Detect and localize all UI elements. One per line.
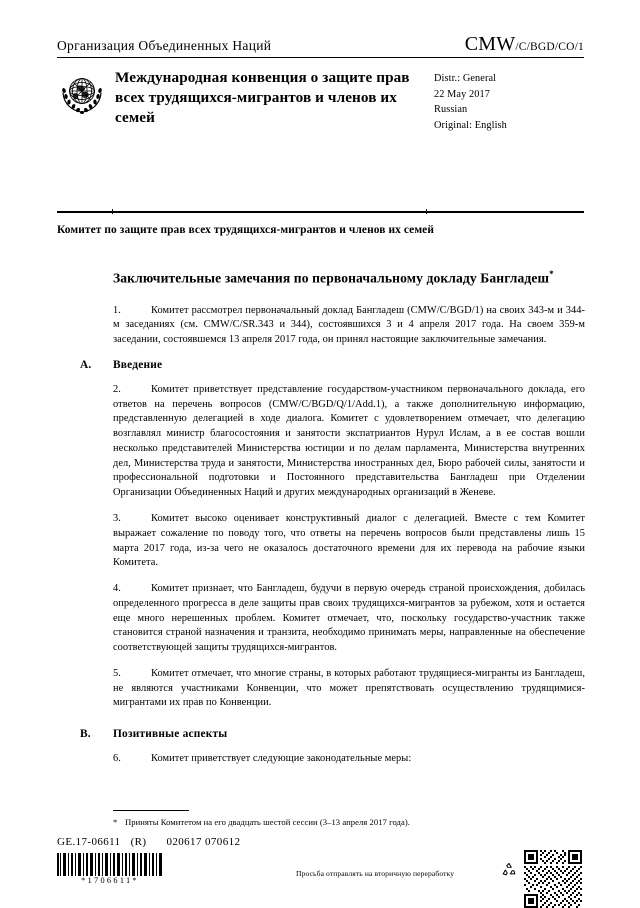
document-symbol-suffix: /C/BGD/CO/1 (515, 41, 584, 53)
language-code: (R) (130, 836, 147, 848)
convention-title: Международная конвенция о защите прав всех трудящихся-мигрантов и членов их семей (115, 69, 410, 127)
divider-tick-left (112, 209, 113, 214)
paragraph-3 (113, 512, 585, 571)
barcode-icon (57, 853, 163, 876)
distr-language: Russian (434, 104, 468, 116)
paragraph-4-text: Комитет признает, что Бангладеш, будучи в первую очередь страной происхождения, добилась определенного прогресса в деле защиты прав своих трудящихся-мигрантов за рубежом, хотя и остается еще много нерешенных проблем. Комитет отмечает, что, поскольку государство-участник также становится страной назначения и транзита, необходимо принимать меры, направленные на обеспечение соответствующей защиты трудящихся-мигрантов. (113, 583, 585, 654)
paragraph-5-number: 5. (113, 667, 121, 679)
section-b-title: Позитивные аспекты (113, 728, 228, 741)
job-number-line (57, 836, 240, 848)
section-divider (57, 209, 584, 215)
recycle-note: Просьба отправлять на вторичную переработку (296, 869, 455, 878)
section-a-letter: A. (80, 358, 92, 371)
job-number: GE.17-06611 (57, 836, 121, 848)
section-heading-b (80, 728, 585, 740)
paragraph-5-text: Комитет отмечает, что многие страны, в которых работают трудящиеся-мигранты из Бангладеш, не являются участниками Конвенции, что может препятствовать осуществлению трудящимися-мигрантами их прав по Конвенции. (113, 667, 585, 709)
page-title-footnote-marker: * (549, 269, 554, 279)
masthead (57, 34, 584, 134)
distribution-block (434, 67, 584, 134)
document-body (80, 268, 585, 778)
section-a-title: Введение (113, 358, 163, 371)
paragraph-1-number: 1. (113, 304, 121, 316)
distr-line: Distr.: General (434, 73, 497, 84)
document-symbol (465, 34, 584, 54)
paragraph-1 (113, 304, 585, 348)
paragraph-2-number: 2. (113, 383, 121, 395)
page-title-text: Заключительные замечания по первоначальному докладу Бангладеш (113, 270, 550, 286)
section-heading-a (80, 359, 585, 371)
footnote (113, 816, 585, 828)
footnote-text: Приняты Комитетом на его двадцать шестой сессии (3–13 апреля 2017 года). (125, 817, 410, 827)
paragraph-2 (113, 383, 585, 501)
masthead-top-row (57, 34, 584, 57)
distr-original: Original: English (434, 119, 507, 131)
paragraph-6 (113, 752, 585, 767)
paragraph-6-number: 6. (113, 753, 121, 765)
organization-name: Организация Объединенных Наций (57, 38, 272, 54)
section-b-letter: B. (80, 728, 91, 741)
footnote-divider (113, 810, 189, 811)
paragraph-6-text: Комитет приветствует следующие законодательные меры: (151, 753, 412, 765)
barcode-number: *1706611* (81, 876, 139, 885)
distr-date: 22 May 2017 (434, 88, 491, 100)
footnote-marker: * (113, 817, 118, 827)
recycle-icon (500, 861, 518, 879)
paragraph-4-number: 4. (113, 583, 121, 595)
section-divider-line (57, 211, 584, 213)
page-title (113, 268, 585, 288)
paragraph-3-number: 3. (113, 512, 121, 524)
title-band (57, 58, 584, 134)
un-emblem-icon (57, 67, 115, 119)
document-symbol-main: CMW (464, 33, 516, 55)
paragraph-3-text: Комитет высоко оценивает конструктивный диалог с делегацией. Вместе с тем Комитет выражает сожаление по поводу того, что ответы на перечень вопросов были представлены лишь 15 марта 2017 года, из-за чего не оказалось достаточного времени для их перевода на рабочие языки Комитета. (113, 512, 585, 569)
processing-dates: 020617 070612 (166, 836, 241, 848)
paragraph-4 (113, 582, 585, 656)
paragraph-1-text: Комитет рассмотрел первоначальный доклад Бангладеш (CMW/C/BGD/1) на своих 343-м и 344-м заседаниях (см. CMW/C/SR.343 и 344), состоявшихся 3 и 4 апреля 2017 года. На своем 359-м заседании, состоявшемся 13 апреля 2017 года, он принял настоящие заключительные замечания. (113, 304, 585, 346)
paragraph-2-text: Комитет приветствует представление государством-участником первоначального доклада, его ответов на перечень вопросов (CMW/C/BGD/Q/1/Add.1), а также дополнительную информацию, представленную делегацией в ходе диалога. Комитет с удовлетворением отмечает, что делегацию возглавлял министр благосостояния и занятости экспатриантов Нурул Ислам, а в ее состав вошли несколько представителей Министерства юстиции и по делам парламента, Министерства внутренних дел, Министерства труда и занятости, Министерства иностранных дел, Бюро рабочей силы, занятости и профессиональной подготовки и Постоянного представительства Бангладеш при Отделении Организации Объединенных Наций и других международных организаций в Женеве. (113, 383, 585, 499)
qr-code-icon (524, 850, 582, 908)
divider-tick-right (426, 209, 427, 214)
committee-name: Комитет по защите прав всех трудящихся-мигрантов и членов их семей (57, 224, 434, 236)
paragraph-5 (113, 667, 585, 711)
